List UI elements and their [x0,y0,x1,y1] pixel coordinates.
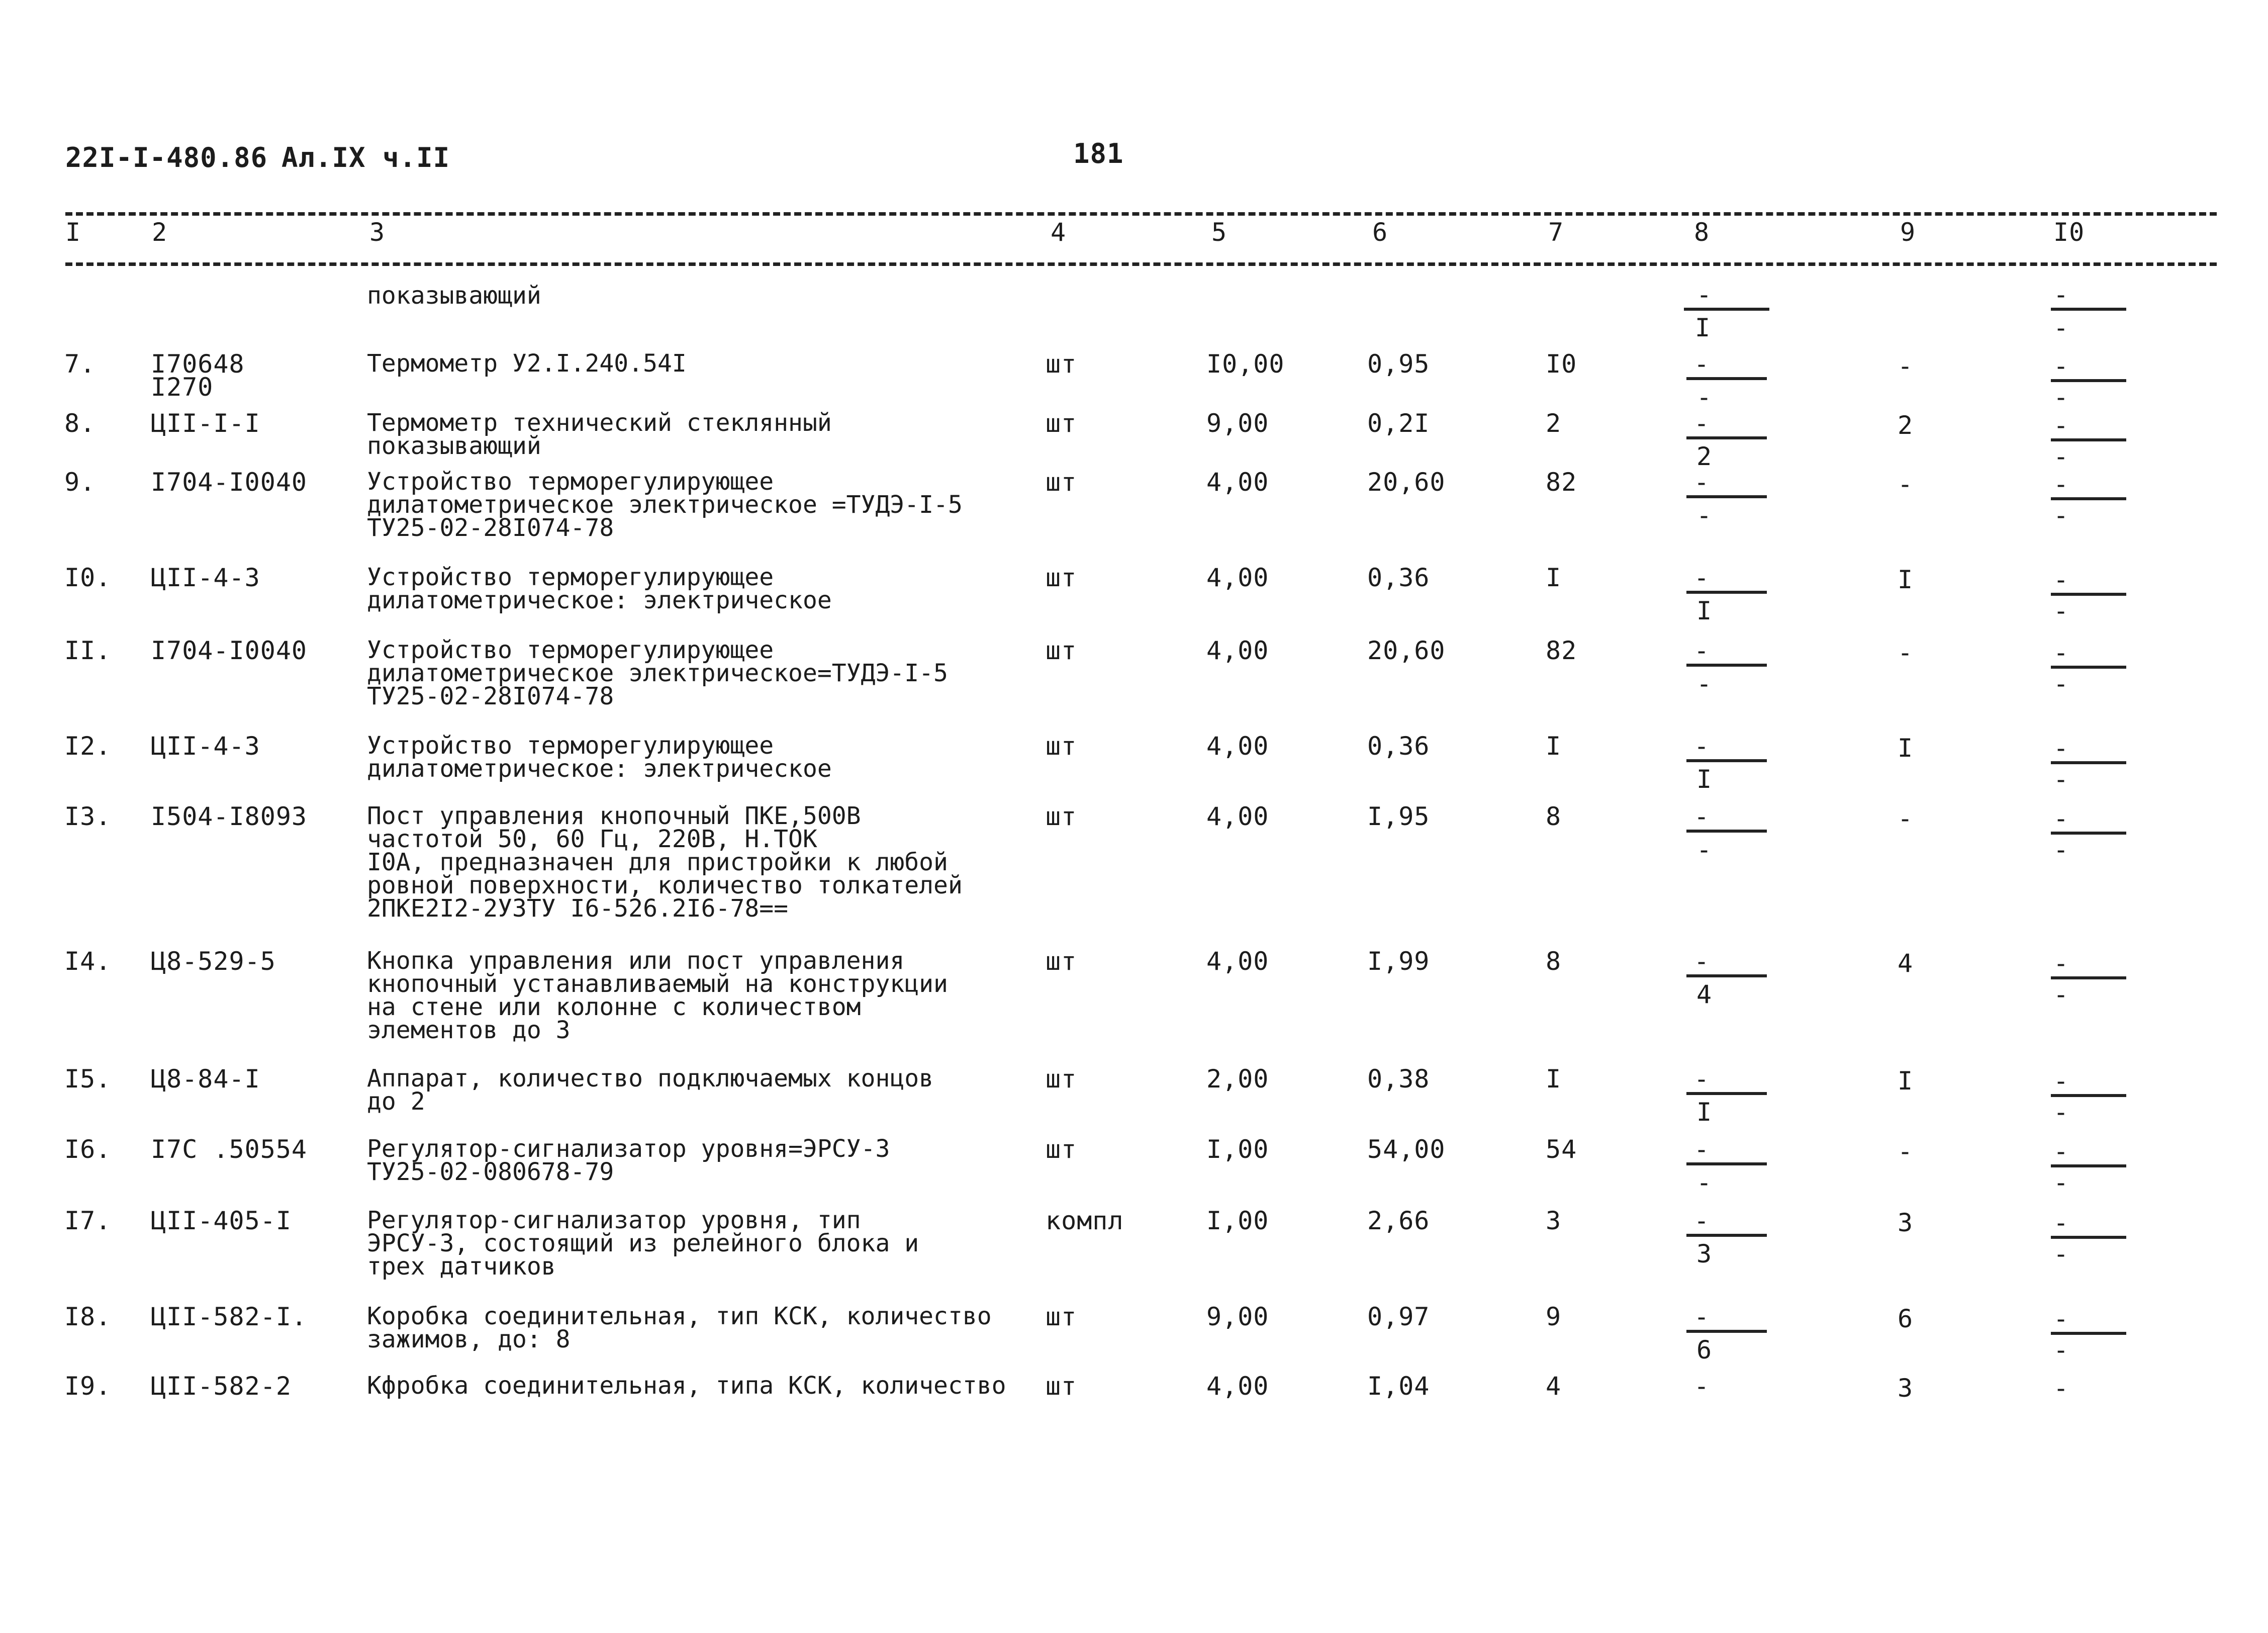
item-description: Регулятор-сигнализатор уровня=ЭРСУ-3 ТУ25-02-080678-79 [367,1135,890,1186]
row-number: I3. [64,802,112,831]
col5-value: 4,00 [1206,563,1269,592]
col7-value: 3 [1546,1206,1562,1235]
price-code: Ц8-529-5 [151,947,276,976]
col9-value: I [1898,734,1914,763]
col8-top: - [1694,1135,1710,1164]
col5-value: 9,00 [1206,1302,1269,1331]
col7-value: 2 [1546,409,1562,438]
col8-bottom: I [1696,765,1713,794]
continuation-c10-top: - [2053,280,2069,309]
col8-top: - [1694,802,1710,831]
col8-bottom: - [1696,835,1713,864]
col10-bottom: - [2053,1239,2069,1268]
col8-rule [1686,664,1767,667]
price-code: ЦII-582-I. [151,1302,308,1331]
col8-top: - [1694,1206,1710,1235]
continuation-c10-rule [2051,308,2126,311]
col7-value: 4 [1546,1372,1562,1401]
col9-value: 3 [1898,1208,1914,1237]
row-number: I0. [64,563,112,592]
continuation-c8-bottom: I [1695,313,1711,342]
price-code: I704-I0040 [151,468,308,497]
price-code: I7С .50554 [151,1135,308,1164]
col5-value: 4,00 [1206,636,1269,665]
continuation-c8-top: - [1696,280,1713,309]
header-top-rule [65,212,2217,216]
col8-rule [1686,1092,1767,1095]
continuation-desc: показывающий [367,282,541,310]
col8-bottom: - [1696,1168,1713,1197]
col9-value: - [1898,1137,1914,1166]
col8-rule [1686,974,1767,977]
col9-value: - [1898,638,1914,667]
col5-value: 9,00 [1206,409,1269,438]
col10-top: - [2053,1304,2069,1333]
unit-of-measure: шт [1046,1372,1077,1401]
col7-value: 9 [1546,1302,1562,1331]
col-header-5: 5 [1211,218,1227,247]
col10-bottom: - [2053,765,2069,794]
col6-value: I,95 [1367,802,1430,831]
continuation-c10-bottom: - [2053,313,2069,342]
col-header-6: 6 [1372,218,1388,247]
col8-top: - [1694,563,1710,592]
row-number: 8. [64,409,96,438]
col8-top: - [1694,1064,1710,1094]
col5-value: I,00 [1206,1135,1269,1164]
col8-top: - [1694,636,1710,665]
col9-value: 3 [1898,1374,1914,1403]
col8-bottom: 6 [1696,1335,1713,1365]
col-header-9: 9 [1900,218,1916,247]
item-description: Кфробка соединительная, типа КСК, количество [367,1372,1006,1400]
col10-top: - [2053,804,2069,833]
col8-top: - [1694,468,1710,497]
unit-of-measure: шт [1046,1302,1077,1331]
col-header-10: I0 [2053,218,2085,247]
unit-of-measure: шт [1046,1135,1077,1164]
item-description: Пост управления кнопочный ПКЕ,500В частотой 50, 60 Гц, 220В, Н.ТОК I0А, предназначен для пристройки к любой ровной поверхности, количество толкателей 2ПКЕ2I2-2У3ТУ I6-526.2I6-78== [367,802,963,923]
col6-value: 0,2I [1367,409,1430,438]
col10-bottom: - [2053,596,2069,625]
col10-top: - [2053,734,2069,763]
col10-top: - [2053,351,2069,381]
col5-value: I,00 [1206,1206,1269,1235]
col10-top: - [2053,1066,2069,1096]
col6-value: 0,38 [1367,1064,1430,1094]
col8-bottom: 2 [1696,442,1713,471]
price-code: I704-I0040 [151,636,308,665]
col-header-7: 7 [1548,218,1564,247]
col8-bottom: I [1696,596,1713,625]
col7-value: 82 [1546,636,1577,665]
row-number: 9. [64,468,96,497]
col9-value: 2 [1898,411,1914,440]
col10-top: - [2053,1208,2069,1237]
unit-of-measure: компл [1046,1206,1124,1235]
col5-value: I0,00 [1206,349,1285,379]
col5-value: 4,00 [1206,947,1269,976]
col-header-2: 2 [152,218,168,247]
col10-top: - [2053,411,2069,440]
col7-value: I0 [1546,349,1577,379]
col10-top: - [2053,565,2069,594]
col8-rule [1686,1162,1767,1165]
unit-of-measure: шт [1046,468,1077,497]
price-code: ЦII-582-2 [151,1372,292,1401]
col7-value: I [1546,1064,1562,1094]
col8-top: - [1694,1302,1710,1331]
row-number: 7. [64,349,96,379]
col8-bottom: - [1696,383,1713,412]
col10-top: - [2053,949,2069,978]
col9-value: - [1898,470,1914,499]
col6-value: 2,66 [1367,1206,1430,1235]
price-code: I70648 [151,349,245,379]
col8-top: - [1694,409,1710,438]
col5-value: 4,00 [1206,1372,1269,1401]
col10-rule [2051,666,2126,669]
unit-of-measure: шт [1046,563,1077,592]
col10-bottom: - [2053,383,2069,412]
col6-value: I,99 [1367,947,1430,976]
col10-bottom: - [2053,501,2069,530]
col8-rule [1686,1330,1767,1333]
col10-bottom: - [2053,1168,2069,1197]
row-number: I5. [64,1064,112,1094]
col8-top: - [1694,732,1710,761]
price-code: Ц8-84-I [151,1064,260,1094]
continuation-c8-rule [1684,308,1769,311]
col10-top: - [2053,470,2069,499]
col8-bottom: I [1696,1098,1713,1127]
col10-bottom: - [2053,669,2069,698]
unit-of-measure: шт [1046,802,1077,831]
col10-rule [2051,497,2126,500]
col5-value: 4,00 [1206,732,1269,761]
col10-rule [2051,438,2126,441]
col10-bottom: - [2053,835,2069,864]
col8-bottom: 3 [1696,1239,1713,1268]
col7-value: 82 [1546,468,1577,497]
col8-rule [1686,830,1767,833]
unit-of-measure: шт [1046,636,1077,665]
col10-rule [2051,761,2126,764]
col7-value: 8 [1546,802,1562,831]
col10-rule [2051,1164,2126,1167]
col8-rule [1686,495,1767,498]
col6-value: 20,60 [1367,468,1446,497]
unit-of-measure: шт [1046,1064,1077,1094]
col10-rule [2051,379,2126,382]
col10-rule [2051,1236,2126,1239]
col8-rule [1686,591,1767,594]
unit-of-measure: шт [1046,349,1077,379]
price-code: I504-I8093 [151,802,308,831]
col7-value: 8 [1546,947,1562,976]
col9-value: I [1898,1066,1914,1096]
col6-value: 0,36 [1367,732,1430,761]
col9-value: - [1898,351,1914,381]
col10-top: - [2053,1374,2069,1403]
col10-bottom: - [2053,1335,2069,1365]
col8-rule [1686,759,1767,762]
row-number: I4. [64,947,112,976]
item-description: Кнопка управления или пост управления кнопочный устанавливаемый на конструкции на стене или колонне с количеством элементов до 3 [367,947,948,1044]
col8-top: - [1694,349,1710,379]
col-header-8: 8 [1694,218,1710,247]
col9-value: I [1898,565,1914,594]
col7-value: I [1546,732,1562,761]
col8-top: - [1694,1372,1710,1401]
col7-value: 54 [1546,1135,1577,1164]
col10-rule [2051,1332,2126,1335]
item-description: Устройство терморегулирующее дилатометрическое электрическое=ТУДЭ-I-5 ТУ25-02-28I074-78 [367,636,948,710]
unit-of-measure: шт [1046,409,1077,438]
col10-bottom: - [2053,442,2069,471]
col10-bottom: - [2053,980,2069,1009]
col5-value: 4,00 [1206,468,1269,497]
col6-value: 0,97 [1367,1302,1430,1331]
col6-value: 54,00 [1367,1135,1446,1164]
item-description: Регулятор-сигнализатор уровня, тип ЭРСУ-3, состоящий из релейного блока и трех датчиков [367,1206,919,1281]
col9-value: 6 [1898,1304,1914,1333]
item-description: Устройство терморегулирующее дилатометрическое: электрическое [367,563,832,614]
col5-value: 4,00 [1206,802,1269,831]
col8-bottom: - [1696,501,1713,530]
unit-of-measure: шт [1046,947,1077,976]
row-number: I9. [64,1372,112,1401]
col10-rule [2051,976,2126,979]
col6-value: 0,95 [1367,349,1430,379]
row-number: II. [64,636,112,665]
col8-rule [1686,436,1767,439]
item-description: Устройство терморегулирующее дилатометрическое электрическое =ТУДЭ-I-5 ТУ25-02-28I074-78 [367,468,963,542]
header-bottom-rule [65,262,2217,266]
col10-rule [2051,593,2126,596]
item-description: Аппарат, количество подключаемых концов до 2 [367,1064,934,1116]
col5-value: 2,00 [1206,1064,1269,1094]
price-code: ЦII-405-I [151,1206,292,1235]
col10-top: - [2053,638,2069,667]
item-description: Термометр У2.I.240.54I [367,349,687,378]
unit-of-measure: шт [1046,732,1077,761]
col-header-4: 4 [1051,218,1067,247]
col8-top: - [1694,947,1710,976]
col8-bottom: 4 [1696,980,1713,1009]
col6-value: 20,60 [1367,636,1446,665]
sheet-label: Ал.IX ч.II [281,142,450,173]
item-description: Устройство терморегулирующее дилатометрическое: электрическое [367,732,832,783]
page-number: 181 [1073,138,1124,169]
price-code: ЦII-4-3 [151,563,260,592]
row-number: I2. [64,732,112,761]
col9-value: 4 [1898,949,1914,978]
col8-bottom: - [1696,669,1713,698]
col8-rule [1686,377,1767,380]
col10-top: - [2053,1137,2069,1166]
col10-rule [2051,832,2126,835]
col10-rule [2051,1094,2126,1097]
item-description: Коробка соединительная, тип КСК, количество зажимов, до: 8 [367,1302,992,1353]
price-code: ЦII-I-I [151,409,260,438]
col10-bottom: - [2053,1098,2069,1127]
document-code: 22I-I-480.86 [65,142,268,173]
price-code-secondary: I270 [151,373,214,402]
row-number: I8. [64,1302,112,1331]
row-number: I7. [64,1206,112,1235]
col8-rule [1686,1234,1767,1237]
col-header-1: I [65,218,81,247]
col-header-3: 3 [369,218,386,247]
price-code: ЦII-4-3 [151,732,260,761]
row-number: I6. [64,1135,112,1164]
col7-value: I [1546,563,1562,592]
col9-value: - [1898,804,1914,833]
col6-value: I,04 [1367,1372,1430,1401]
col6-value: 0,36 [1367,563,1430,592]
item-description: Термометр технический стеклянный показывающий [367,409,832,460]
